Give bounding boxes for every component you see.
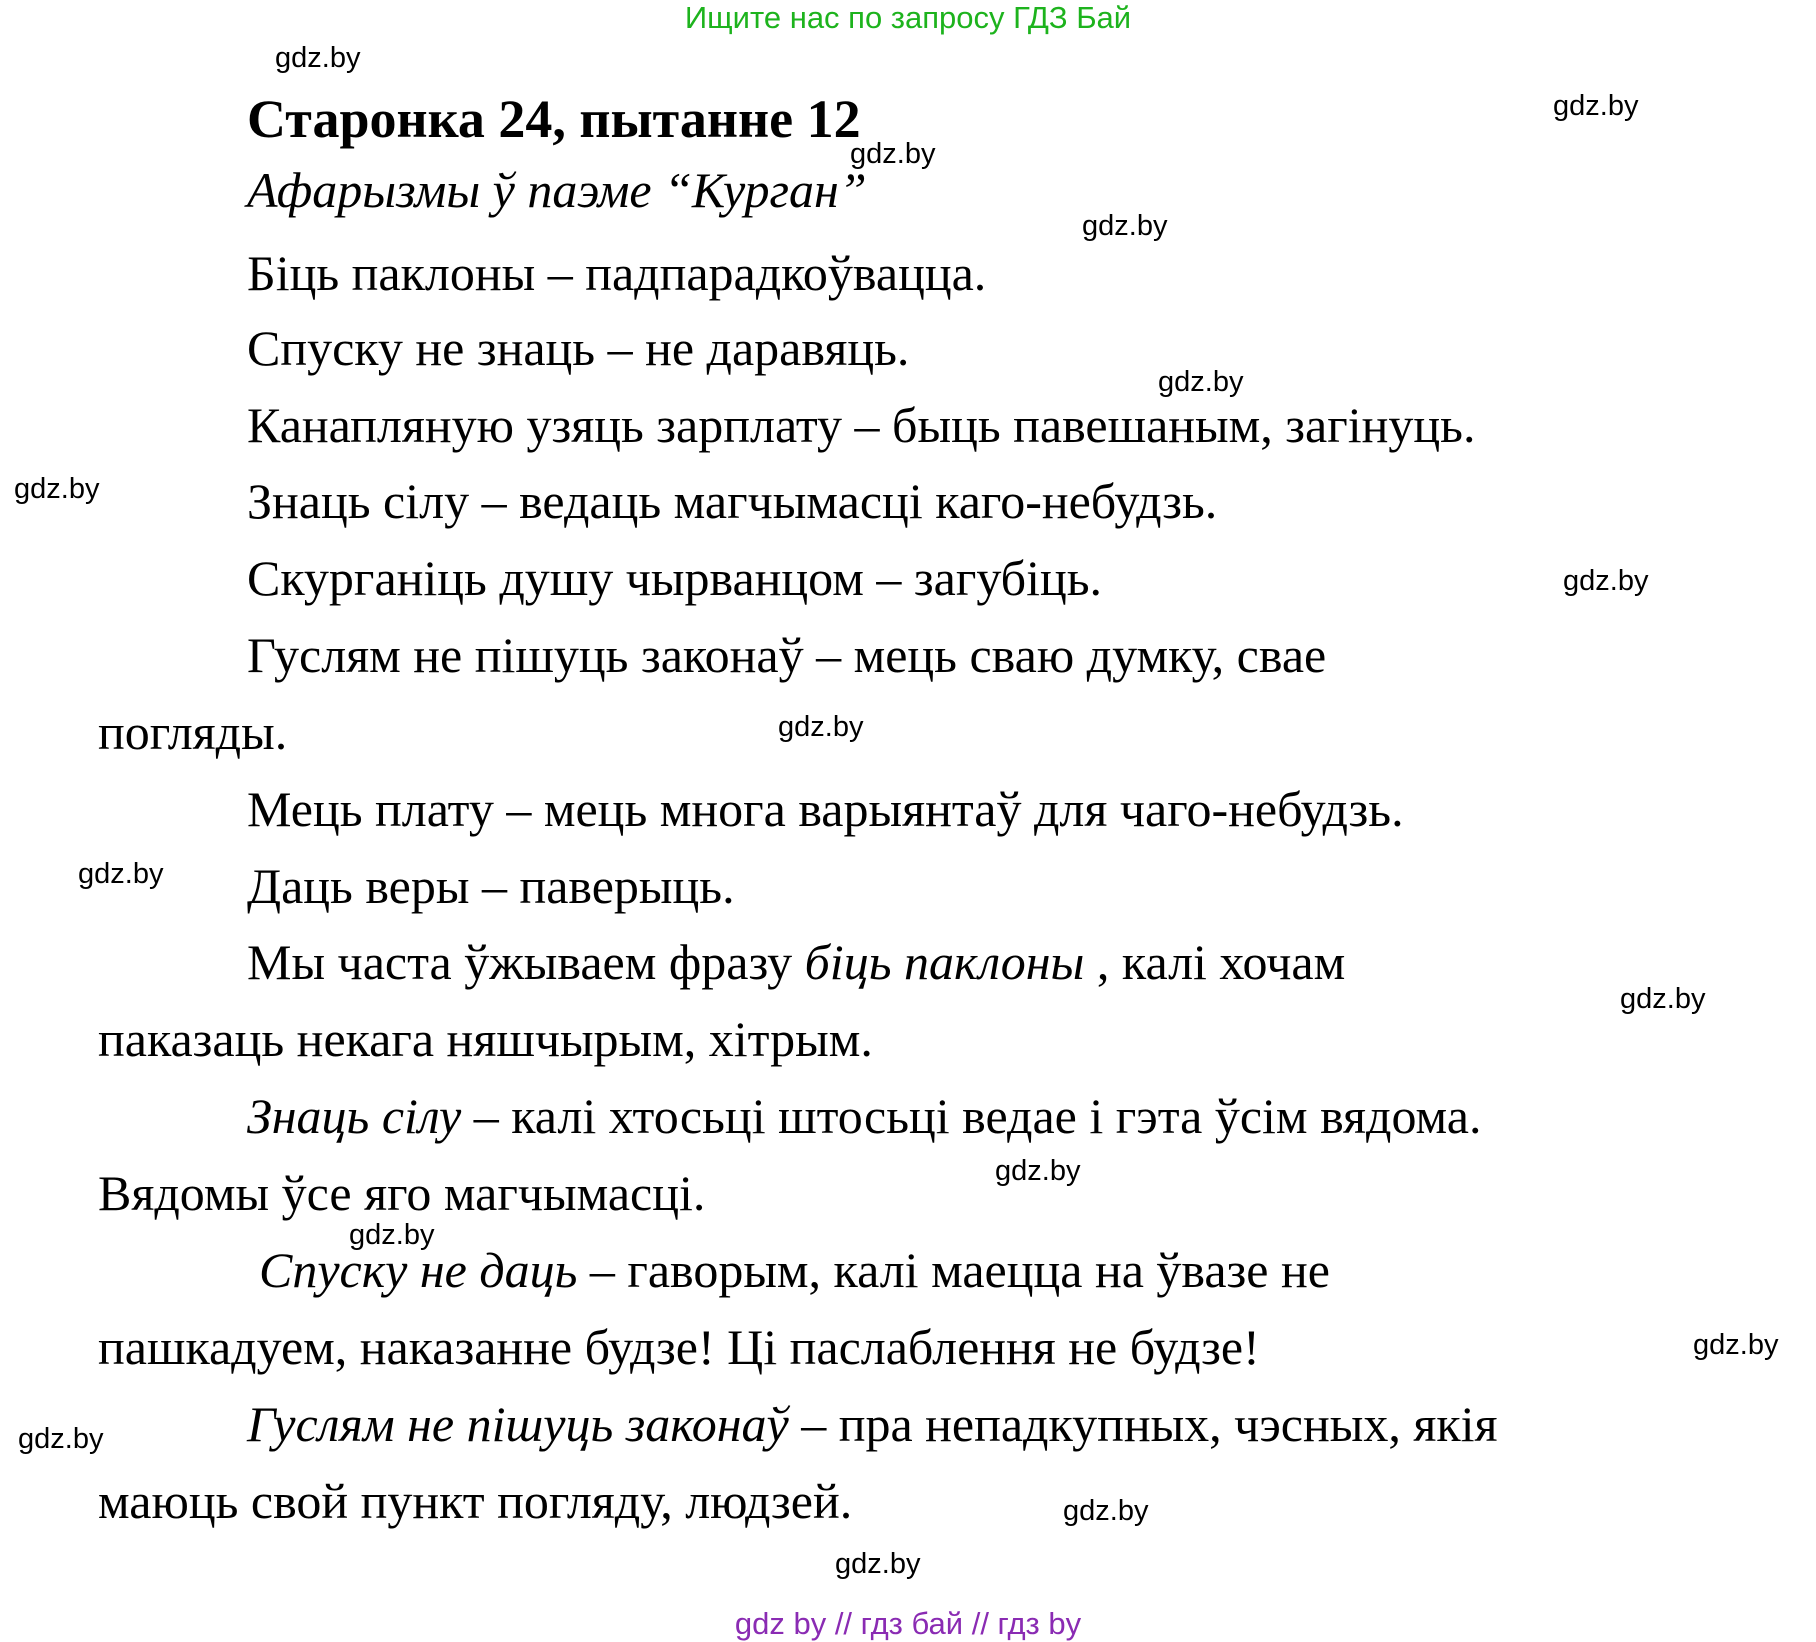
aphorism-6-continued: погляды. [98,704,288,760]
aphorism-1: Біць паклоны – падпарадкоўвацца. [247,245,987,301]
watermark: gdz.by [78,858,164,890]
watermark: gdz.by [778,711,864,743]
aphorism-4: Знаць сілу – ведаць магчымасці каго-небудзь. [247,473,1218,529]
aphorism-5: Скурганіць душу чырванцом – загубіць. [247,550,1103,606]
explanation-1-line-1 [247,934,1346,990]
aphorism-3: Канапляную узяць зарплату – быць павешаным, загінуць. [247,397,1476,453]
watermark: gdz.by [1563,565,1649,597]
watermark: gdz.by [1063,1495,1149,1527]
explanation-1-phrase: біць паклоны [804,934,1085,990]
explanation-4-line-1 [247,1396,1498,1452]
explanation-3-line-2: пашкадуем, наказанне будзе! Ці паслаблення не будзе! [98,1319,1260,1375]
subtitle: Афарызмы ў паэме “Курган” [247,162,867,218]
explanation-3-line-1 [259,1242,1330,1298]
watermark: gdz.by [850,138,936,170]
explanation-2-phrase: Знаць сілу [247,1088,462,1144]
watermark: gdz.by [14,473,100,505]
page-title: Старонка 24, пытанне 12 [247,89,861,149]
explanation-1-text: Мы часта ўжываем фразу [247,934,805,990]
watermark: gdz.by [995,1155,1081,1187]
watermark: gdz.by [1158,366,1244,398]
explanation-2-text: – калі хтосьці штосьці ведае і гэта ўсім вядома. [461,1088,1482,1144]
watermark: gdz.by [1693,1329,1779,1361]
watermark: gdz.by [1553,90,1639,122]
watermark: gdz.by [1620,983,1706,1015]
footer-links: gdz by // гдз бай // гдз by [734,1606,1082,1641]
aphorism-7: Мець плату – мець многа варыянтаў для чаго-небудзь. [247,781,1404,837]
watermark: gdz.by [275,42,361,74]
explanation-4-text: – пра непадкупных, чэсных, якія [788,1396,1498,1452]
explanation-2-line-2: Вядомы ўсе яго магчымасці. [98,1165,706,1221]
watermark: gdz.by [349,1219,435,1251]
explanation-3-phrase: Спуску не даць [259,1242,578,1298]
watermark: gdz.by [1082,210,1168,242]
explanation-4-phrase: Гуслям не пішуць законаў [247,1396,789,1452]
aphorism-8: Даць веры – паверыць. [247,858,735,914]
explanation-3-text: – гаворым, калі маецца на ўвазе не [577,1242,1330,1298]
explanation-1-line-2: паказаць некага няшчырым, хітрым. [98,1011,873,1067]
explanation-1-text-end: , калі хочам [1084,934,1346,990]
top-banner: Ищите нас по запросу ГДЗ Бай [684,0,1132,35]
watermark: gdz.by [835,1548,921,1580]
explanation-2-line-1 [247,1088,1482,1144]
aphorism-6: Гуслям не пішуць законаў – мець сваю думку, свае [247,627,1327,683]
aphorism-2: Спуску не знаць – не даравяць. [247,320,910,376]
watermark: gdz.by [18,1423,104,1455]
explanation-4-line-2: маюць свой пункт погляду, людзей. [98,1473,853,1529]
